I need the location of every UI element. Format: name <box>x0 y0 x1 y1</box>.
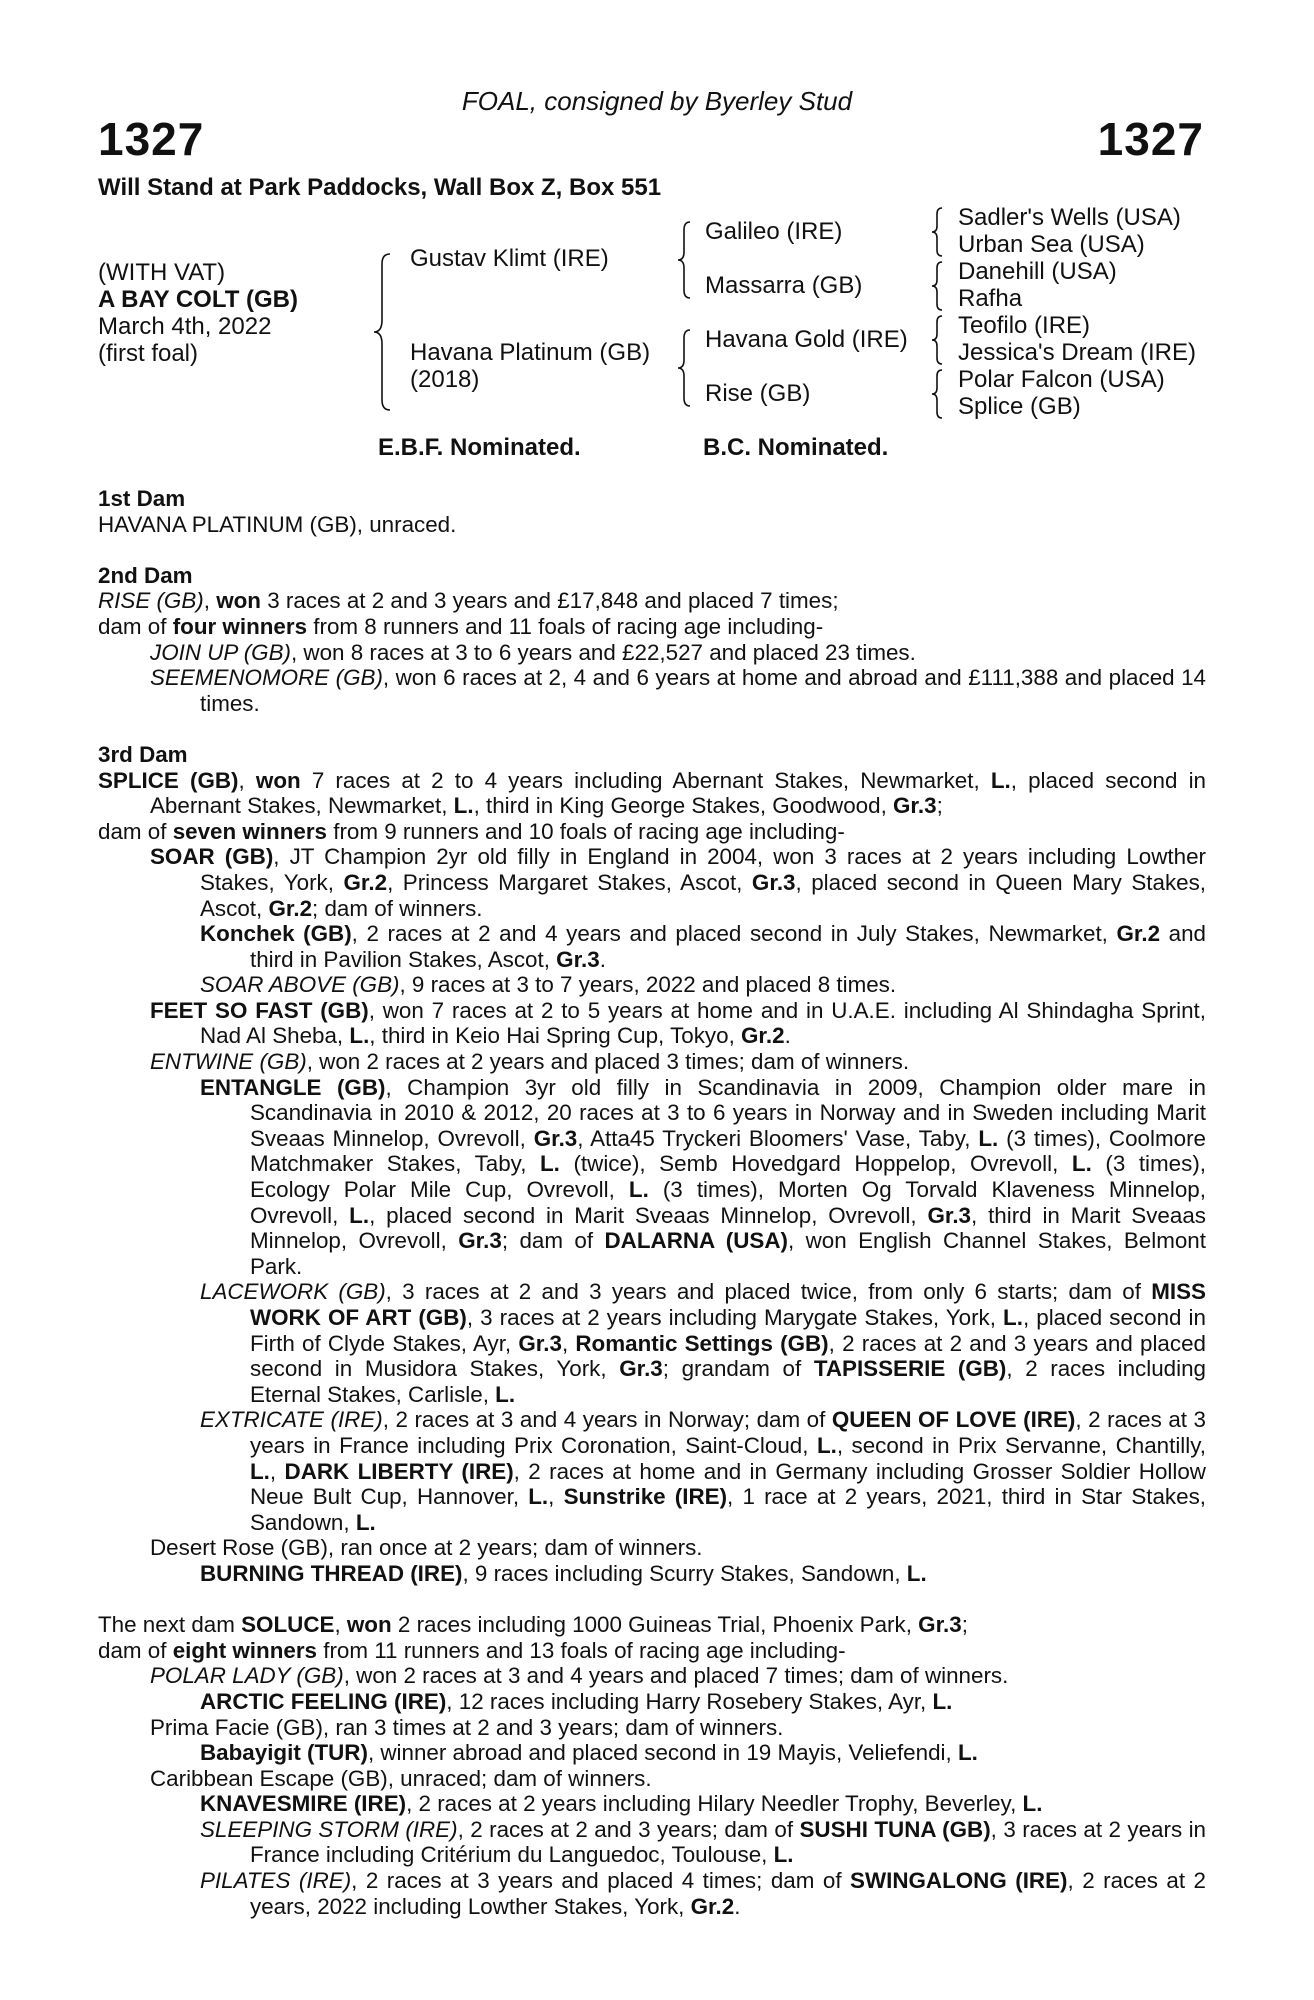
produce-prima-facie: Prima Facie (GB), ran 3 times at 2 and 3 years; dam of winners. <box>150 1714 784 1740</box>
produce-konchek: Konchek (GB), 2 races at 2 and 4 years and placed second in July Stakes, Newmarket, Gr.2 and third in Pavilion Stakes, Ascot, Gr.3. <box>200 921 1206 972</box>
produce-pilates: PILATES (IRE), 2 races at 3 years and placed 4 times; dam of SWINGALONG (IRE), 2 races at 2 years, 2022 including Lowther Stakes, York, Gr.2. <box>200 1868 1206 1919</box>
third-dam-entry: SPLICE (GB), won 7 races at 2 to 4 years including Abernant Stakes, Newmarket, L., placed second in Abernant Stakes, Newmarket, L., third in King George Stakes, Goodwood, Gr.3; <box>98 767 1206 819</box>
first-dam-heading: 1st Dam <box>98 486 186 511</box>
ancestor-5: Teofilo (IRE) <box>958 312 1091 339</box>
pedigree-brace-sire <box>678 220 694 300</box>
next-dam-entry: The next dam SOLUCE, won 2 races including 1000 Guineas Trial, Phoenix Park, Gr.3; <box>98 1612 968 1638</box>
lot-number-right: 1327 <box>1097 113 1204 165</box>
produce-seemenomore: SEEMENOMORE (GB), won 6 races at 2, 4 and 6 years at home and abroad and £111,388 and placed 14 times. <box>150 665 1206 716</box>
vat-note: (WITH VAT) <box>98 259 226 286</box>
pedigree-brace-dam <box>678 328 694 408</box>
next-dam-produce: dam of eight winners from 11 runners and 13 foals of racing age including- <box>98 1637 846 1663</box>
ancestor-1: Sadler's Wells (USA) <box>958 204 1181 231</box>
consignor-line: FOAL, consigned by Byerley Stud <box>461 86 853 116</box>
second-dam-heading: 2nd Dam <box>98 562 193 588</box>
horse-dob: March 4th, 2022 <box>98 313 272 340</box>
brace-massarra <box>932 260 946 312</box>
sire-dam: Massarra (GB) <box>705 272 863 299</box>
produce-soar: SOAR (GB), JT Champion 2yr old filly in England in 2004, won 3 races at 2 years including Lowther Stakes, York, Gr.2, Princess Margaret Stakes, Ascot, Gr.3, placed second in Queen Mary Stakes, Ascot, Gr.2; dam of winners. <box>150 844 1207 921</box>
third-dam-heading: 3rd Dam <box>98 741 188 767</box>
second-dam-entry: RISE (GB), won 3 races at 2 and 3 years and £17,848 and placed 7 times; <box>98 588 839 614</box>
ancestor-4: Rafha <box>958 285 1023 312</box>
produce-join-up: JOIN UP (GB), won 8 races at 3 to 6 years and £22,527 and placed 23 times. <box>150 639 916 665</box>
catalogue-body <box>98 486 1206 1919</box>
produce-knavesmire: KNAVESMIRE (IRE), 2 races at 2 years including Hilary Needler Trophy, Beverley, L. <box>200 1791 1043 1817</box>
produce-entangle: ENTANGLE (GB), Champion 3yr old filly in Scandinavia in 2009, Champion older mare in Scandinavia in 2010 & 2012, 20 races at 3 to 6 years in Norway and in Sweden including Marit Sveaas Minnelop, Ovrevoll, Gr.3, Atta45 Tryckeri Bloomers' Vase, Taby, L. (3 times), Coolmore Matchmaker Stakes, Taby, L. (twice), Semb Hovedgard Hoppelop, Ovrevoll, L. (3 times), Ecology Polar Mile Cup, Ovrevoll, L. (3 times), Morten Og Torvald Klaveness Minnelop, Ovrevoll, L., placed second in Marit Sveaas Minnelop, Ovrevoll, Gr.3, third in Marit Sveaas Minnelop, Ovrevoll, Gr.3; dam of DALARNA (USA), won English Channel Stakes, Belmont Park. <box>200 1074 1207 1279</box>
produce-sleeping-storm: SLEEPING STORM (IRE), 2 races at 2 and 3 years; dam of SUSHI TUNA (GB), 3 races at 2 years in France including Critérium du Languedoc, Toulouse, L. <box>200 1816 1207 1868</box>
ancestor-2: Urban Sea (USA) <box>958 231 1145 258</box>
dam-sire: Havana Gold (IRE) <box>705 326 908 353</box>
horse-name: A BAY COLT (GB) <box>98 286 299 313</box>
dam-year: (2018) <box>410 366 480 393</box>
ancestor-6: Jessica's Dream (IRE) <box>958 339 1196 366</box>
produce-caribbean-escape: Caribbean Escape (GB), unraced; dam of winners. <box>150 1765 652 1791</box>
bc-nomination: B.C. Nominated. <box>703 434 889 461</box>
produce-entwine: ENTWINE (GB), won 2 races at 2 years and placed 3 times; dam of winners. <box>150 1049 910 1075</box>
ancestor-3: Danehill (USA) <box>958 258 1117 285</box>
produce-soar-above: SOAR ABOVE (GB), 9 races at 3 to 7 years, 2022 and placed 8 times. <box>200 972 897 998</box>
dam-dam: Rise (GB) <box>705 380 811 407</box>
dam-name: Havana Platinum (GB) <box>410 339 651 366</box>
produce-arctic-feeling: ARCTIC FEELING (IRE), 12 races including Harry Rosebery Stakes, Ayr, L. <box>200 1688 953 1714</box>
brace-galileo <box>932 206 946 258</box>
brace-havana-gold <box>932 314 946 366</box>
produce-extricate: EXTRICATE (IRE), 2 races at 3 and 4 years in Norway; dam of QUEEN OF LOVE (IRE), 2 races at 3 years in France including Prix Coronation, Saint-Cloud, L., second in Prix Servanne, Chantilly, L., DARK LIBERTY (IRE), 2 races at home and in Germany including Grosser Soldier Hollow Neue Bult Cup, Hannover, L., Sunstrike (IRE), 1 race at 2 years, 2021, third in Star Stakes, Sandown, L. <box>200 1407 1206 1535</box>
produce-feet-so-fast: FEET SO FAST (GB), won 7 races at 2 to 5 years at home and in U.A.E. including Al Shindagha Sprint, Nad Al Sheba, L., third in Keio Hai Spring Cup, Tokyo, Gr.2. <box>150 997 1206 1049</box>
sire-name: Gustav Klimt (IRE) <box>410 245 609 272</box>
horse-note: (first foal) <box>98 340 199 367</box>
produce-lacework: LACEWORK (GB), 3 races at 2 and 3 years and placed twice, from only 6 starts; dam of MISS WORK OF ART (GB), 3 races at 2 years including Marygate Stakes, York, L., placed second in Firth of Clyde Stakes, Ayr, Gr.3, Romantic Settings (GB), 2 races at 2 and 3 years and placed second in Musidora Stakes, York, Gr.3; grandam of TAPISSERIE (GB), 2 races including Eternal Stakes, Carlisle, L. <box>200 1279 1207 1407</box>
produce-burning-thread: BURNING THREAD (IRE), 9 races including Scurry Stakes, Sandown, L. <box>200 1560 927 1586</box>
pedigree-brace-main <box>374 252 394 412</box>
first-dam-text: HAVANA PLATINUM (GB), unraced. <box>98 511 457 537</box>
produce-desert-rose: Desert Rose (GB), ran once at 2 years; dam of winners. <box>150 1535 703 1561</box>
lot-number-left: 1327 <box>98 113 205 165</box>
stand-location: Will Stand at Park Paddocks, Wall Box Z, Box 551 <box>98 174 662 201</box>
third-dam-produce: dam of seven winners from 9 runners and 10 foals of racing age including- <box>98 818 845 844</box>
ancestor-8: Splice (GB) <box>958 393 1081 420</box>
produce-babayigit: Babayigit (TUR), winner abroad and placed second in 19 Mayis, Veliefendi, L. <box>200 1740 978 1766</box>
ebf-nomination: E.B.F. Nominated. <box>378 434 581 461</box>
sire-sire: Galileo (IRE) <box>705 218 843 245</box>
brace-rise <box>932 368 946 420</box>
ancestor-7: Polar Falcon (USA) <box>958 366 1165 393</box>
produce-polar-lady: POLAR LADY (GB), won 2 races at 3 and 4 years and placed 7 times; dam of winners. <box>150 1663 1009 1689</box>
second-dam-produce: dam of four winners from 8 runners and 11 foals of racing age including- <box>98 613 824 639</box>
